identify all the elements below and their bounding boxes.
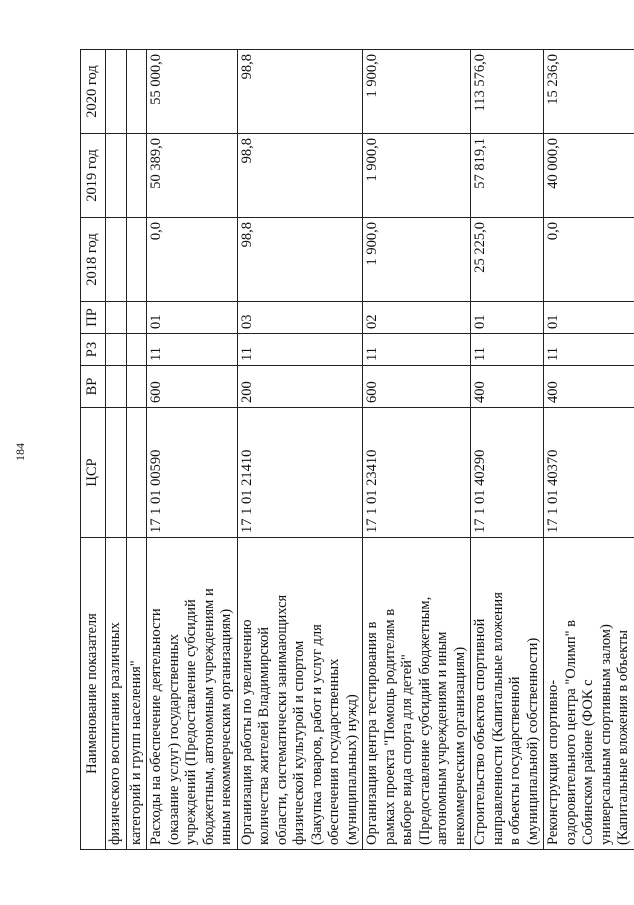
cell-2019: 57 819,1 <box>471 134 544 218</box>
cell-2018: 98,8 <box>237 218 363 302</box>
cell-2020: 55 000,0 <box>147 50 238 134</box>
table-row <box>237 50 363 850</box>
header-2020: 2020 год <box>81 50 106 134</box>
table-row-continuation-2 <box>126 50 147 850</box>
cell-name: Строительство объектов спортивной направленности (Капитальные вложения в объекты государственной (муниципальной) собственности) <box>471 538 544 850</box>
cell-pr: 03 <box>237 302 363 334</box>
header-2019: 2019 год <box>81 134 106 218</box>
header-2018: 2018 год <box>81 218 106 302</box>
cell-vr: 600 <box>147 366 238 408</box>
header-pr: ПР <box>81 302 106 334</box>
cell-2019: 50 389,0 <box>147 134 238 218</box>
cell-2018: 25 225,0 <box>471 218 544 302</box>
header-vr: ВР <box>81 366 106 408</box>
header-csr: ЦСР <box>81 408 106 538</box>
cell-csr: 17 1 01 40370 <box>544 408 634 538</box>
cell-name: Организация работы по увеличению количества жителей Владимирской области, систематически занимающихся физической культурой и спортом (Закупка товаров, работ и услуг для обеспечения государственных (муниципальных) нужд) <box>237 538 363 850</box>
cell-2020: 1 900,0 <box>363 50 471 134</box>
header-row <box>81 50 106 850</box>
cell-csr: 17 1 01 21410 <box>237 408 363 538</box>
cell-pr: 02 <box>363 302 471 334</box>
cell-name: физического воспитания различных <box>106 538 127 850</box>
table-row <box>363 50 471 850</box>
cell-rz: 11 <box>237 334 363 366</box>
cell-2019: 1 900,0 <box>363 134 471 218</box>
cell-rz: 11 <box>544 334 634 366</box>
cell-vr: 600 <box>363 366 471 408</box>
header-name: Наименование показателя <box>81 538 106 850</box>
cell-csr: 17 1 01 40290 <box>471 408 544 538</box>
cell-name: Реконструкция спортивно- оздоровительного центра "Олимп" в Собинском районе (ФОК с универсальным спортивным залом) (Капитальные вложения в объекты <box>544 538 634 850</box>
cell-name: категорий и групп населения" <box>126 538 147 850</box>
cell-vr: 200 <box>237 366 363 408</box>
table-row-continuation-1 <box>106 50 127 850</box>
cell-2018: 0,0 <box>544 218 634 302</box>
table-row <box>544 50 634 850</box>
budget-table-rotated <box>80 50 631 850</box>
cell-2020: 15 236,0 <box>544 50 634 134</box>
cell-vr: 400 <box>544 366 634 408</box>
cell-2020: 98,8 <box>237 50 363 134</box>
cell-rz: 11 <box>363 334 471 366</box>
cell-name: Организация центра тестирования в рамках проекта "Помощь родителям в выборе вида спорта для детей" (Предоставление субсидий бюджетным, автономным учреждениям и иным некоммерческим организациям) <box>363 538 471 850</box>
header-rz: РЗ <box>81 334 106 366</box>
page-number: 184 <box>13 443 27 461</box>
cell-csr: 17 1 01 00590 <box>147 408 238 538</box>
cell-name: Расходы на обеспечение деятельности (оказание услуг) государственных учреждений (Предоставление субсидий бюджетным, автономным учреждениям и иным некоммерческим организациям) <box>147 538 238 850</box>
cell-2019: 40 000,0 <box>544 134 634 218</box>
cell-csr: 17 1 01 23410 <box>363 408 471 538</box>
cell-rz: 11 <box>471 334 544 366</box>
table-row <box>147 50 238 850</box>
table-row <box>471 50 544 850</box>
cell-2020: 113 576,0 <box>471 50 544 134</box>
cell-2019: 98,8 <box>237 134 363 218</box>
budget-table <box>80 49 634 850</box>
cell-vr: 400 <box>471 366 544 408</box>
cell-pr: 01 <box>147 302 238 334</box>
cell-2018: 0,0 <box>147 218 238 302</box>
cell-pr: 01 <box>544 302 634 334</box>
cell-2018: 1 900,0 <box>363 218 471 302</box>
cell-rz: 11 <box>147 334 238 366</box>
cell-pr: 01 <box>471 302 544 334</box>
